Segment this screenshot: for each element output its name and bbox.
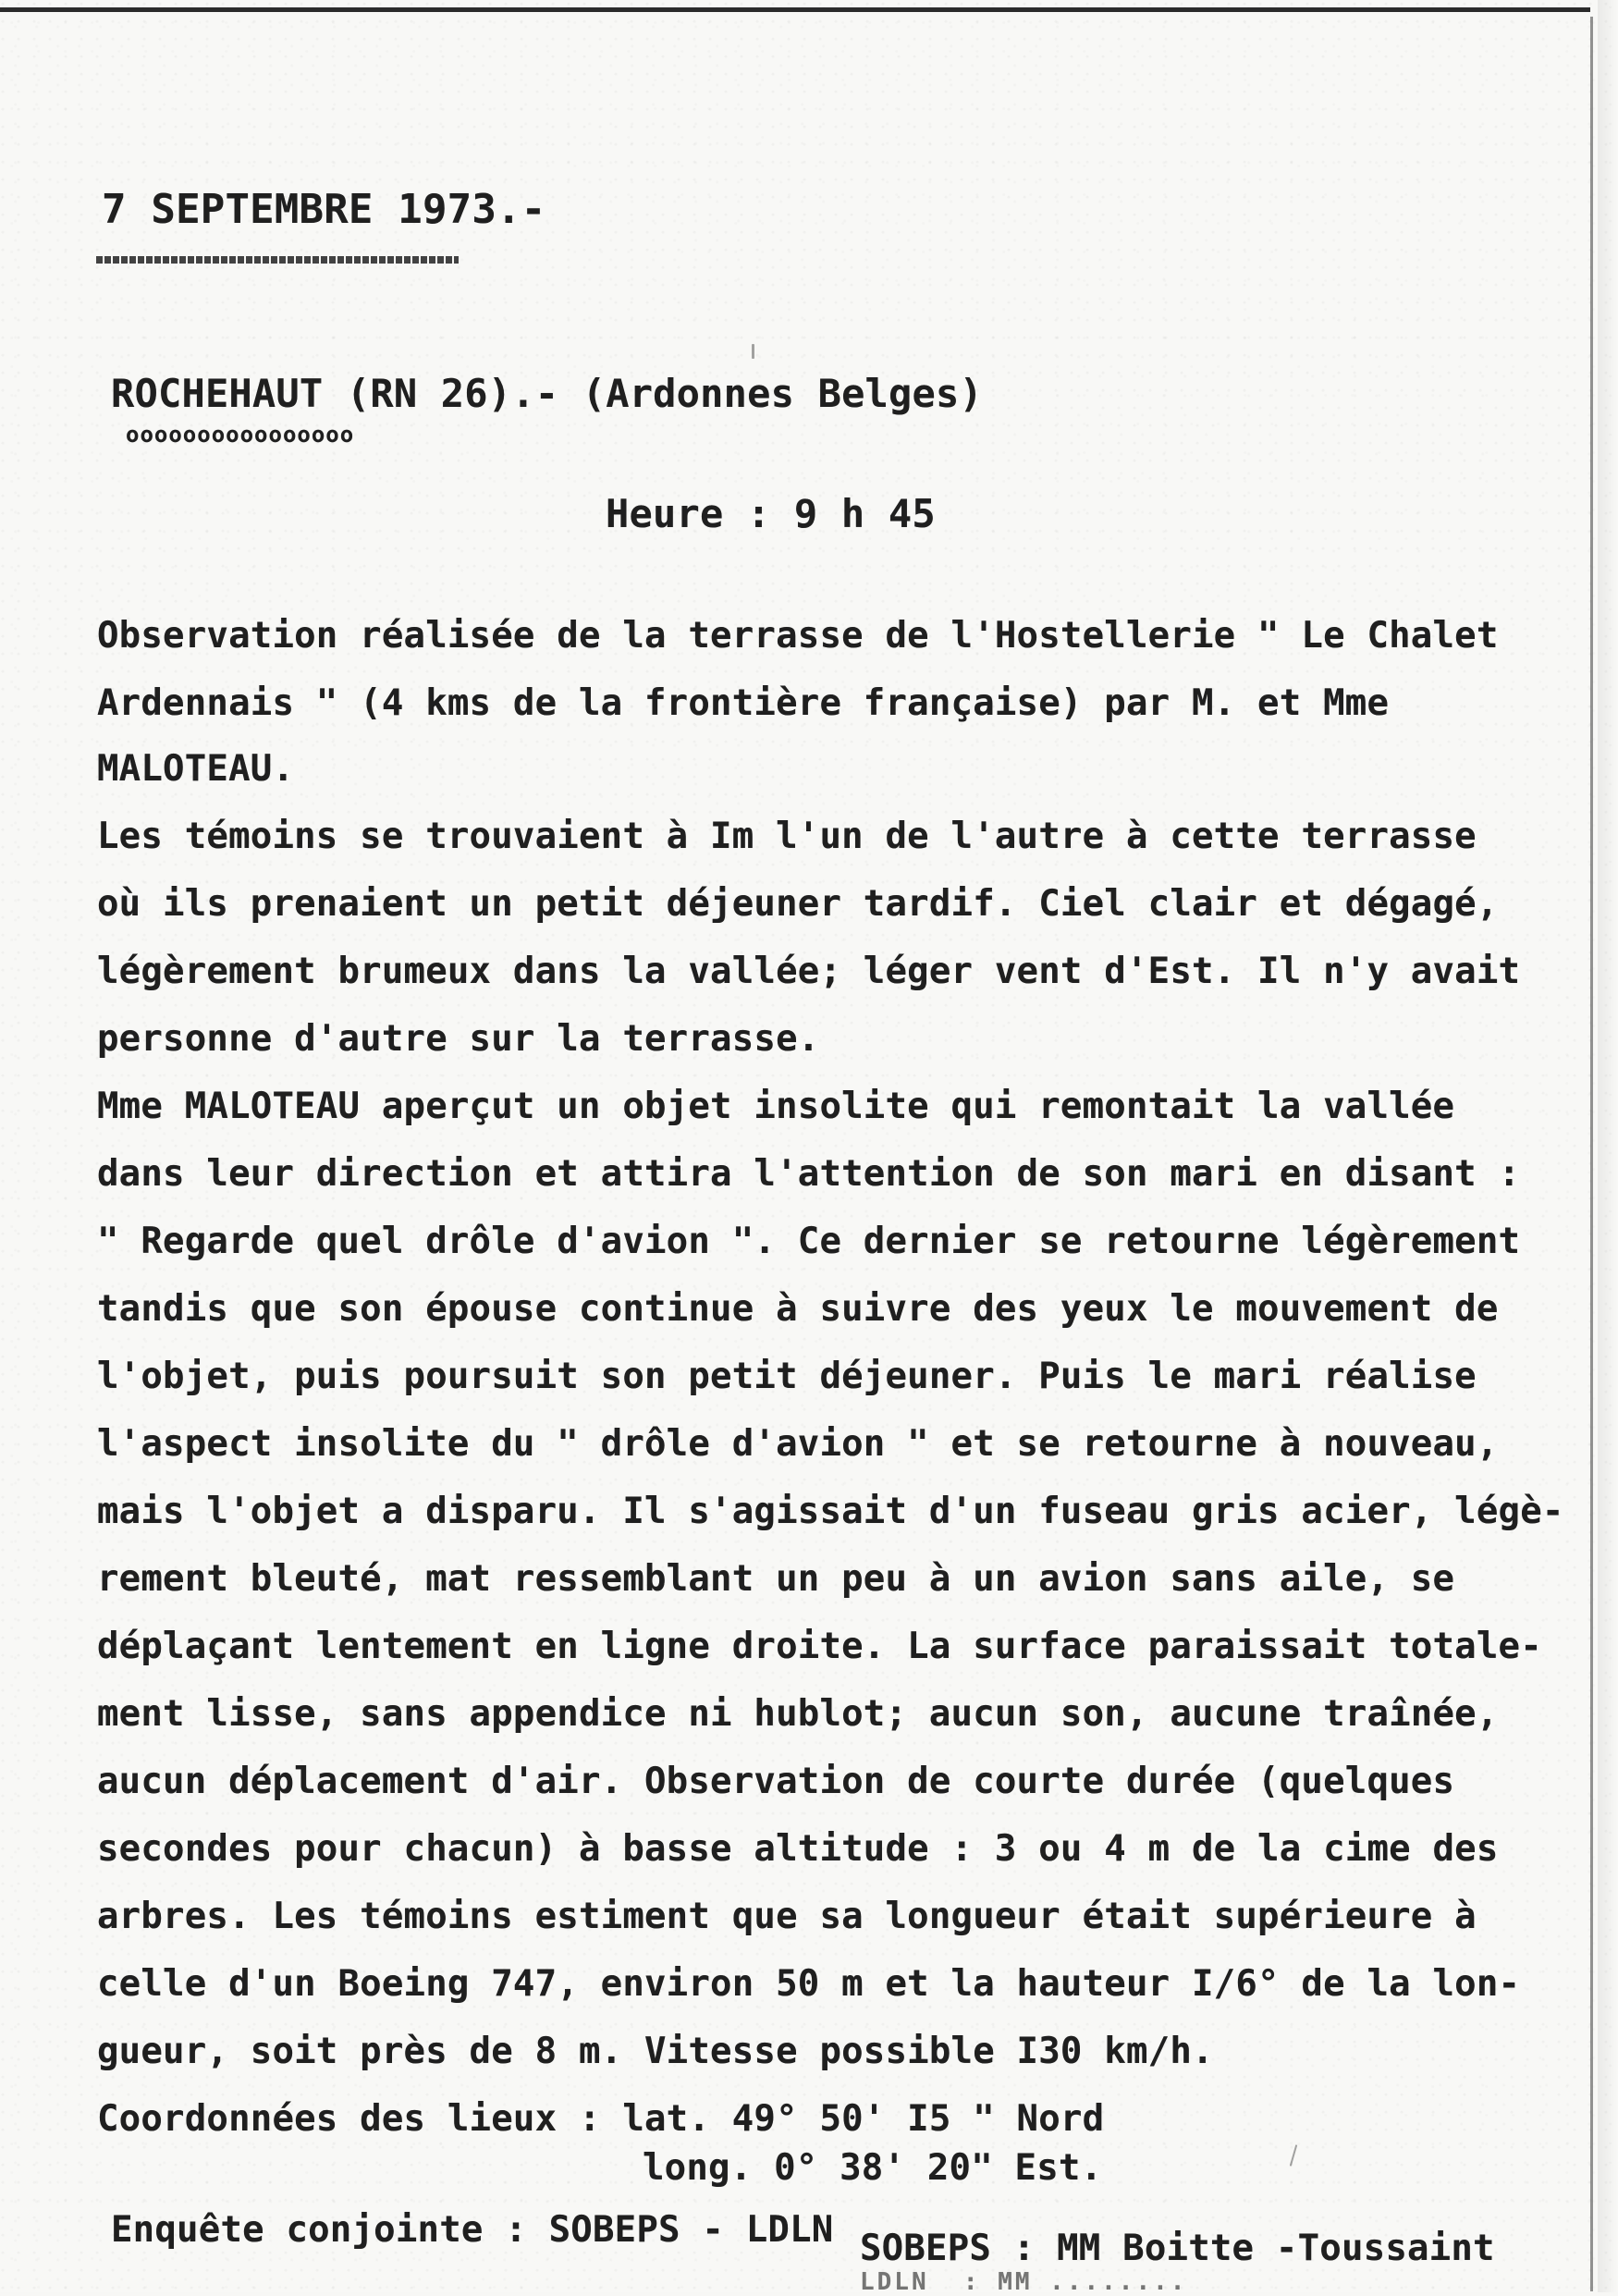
body-line: celle d'un Boeing 747, environ 50 m et la hauteur I/6° de la lon-: [97, 1963, 1521, 2005]
coordinates-line-2: long. 0° 38' 20" Est.: [643, 2147, 1103, 2189]
body-line: MALOTEAU.: [97, 748, 295, 790]
body-line: ment lisse, sans appendice ni hublot; aucun son, aucune traînée,: [97, 1693, 1499, 1735]
body-line: tandis que son épouse continue à suivre des yeux le mouvement de: [97, 1288, 1499, 1330]
body-line: arbres. Les témoins estiment que sa longueur était supérieure à: [97, 1896, 1477, 1937]
body-line: mais l'objet a disparu. Il s'agissait d'un fuseau gris acier, légè-: [97, 1491, 1564, 1532]
body-line: où ils prenaient un petit déjeuner tardif. Ciel clair et dégagé,: [97, 883, 1499, 925]
footer-ghost-line: LDLN : MM ........: [860, 2268, 1188, 2296]
body-line: Les témoins se trouvaient à Im l'un de l'autre à cette terrasse: [97, 816, 1477, 857]
body-line: Mme MALOTEAU aperçut un objet insolite qui remontait la vallée: [97, 1086, 1455, 1127]
body-line: Observation réalisée de la terrasse de l'Hostellerie " Le Chalet: [97, 615, 1499, 657]
date-underline: [96, 256, 459, 264]
location-heading: ROCHEHAUT (RN 26).- (Ardonnes Belges): [111, 371, 983, 416]
footer-line: Enquête conjointe : SOBEPS - LDLN: [111, 2209, 834, 2251]
right-edge-line: [1590, 17, 1593, 2291]
body-line: dans leur direction et attira l'attention de son mari en disant :: [97, 1153, 1521, 1195]
ink-mark: [1290, 2144, 1298, 2167]
body-line: l'aspect insolite du " drôle d'avion " et se retourne à nouveau,: [97, 1423, 1499, 1465]
footer-overlap-line: SOBEPS : MM Boitte -Toussaint: [860, 2228, 1495, 2269]
body-line: légèrement brumeux dans la vallée; léger vent d'Est. Il n'y avait: [97, 951, 1521, 992]
time-heading: Heure : 9 h 45: [606, 491, 936, 536]
body-line: " Regarde quel drôle d'avion ". Ce dernier se retourne légèrement: [97, 1221, 1521, 1262]
body-line: rement bleuté, mat ressemblant un peu à un avion sans aile, se: [97, 1558, 1455, 1600]
body-line: gueur, soit près de 8 m. Vitesse possible I30 km/h.: [97, 2031, 1214, 2072]
top-rule: [0, 7, 1590, 12]
location-underline: oooooooooooooooo: [126, 422, 355, 448]
document-date: 7 SEPTEMBRE 1973.-: [102, 186, 546, 233]
body-line: aucun déplacement d'air. Observation de courte durée (quelques: [97, 1761, 1455, 1802]
body-line: l'objet, puis poursuit son petit déjeuner. Puis le mari réalise: [97, 1356, 1477, 1397]
body-line: déplaçant lentement en ligne droite. La surface paraissait totale-: [97, 1626, 1542, 1667]
ink-mark: [752, 344, 754, 359]
body-line: Ardennais " (4 kms de la frontière française) par M. et Mme: [97, 682, 1390, 724]
body-line: personne d'autre sur la terrasse.: [97, 1018, 820, 1060]
body-line: secondes pour chacun) à basse altitude : 3 ou 4 m de la cime des: [97, 1828, 1499, 1870]
coordinates-line: Coordonnées des lieux : lat. 49° 50' I5 " Nord: [97, 2098, 1105, 2140]
page-edge-shadow: [1598, 0, 1618, 2292]
